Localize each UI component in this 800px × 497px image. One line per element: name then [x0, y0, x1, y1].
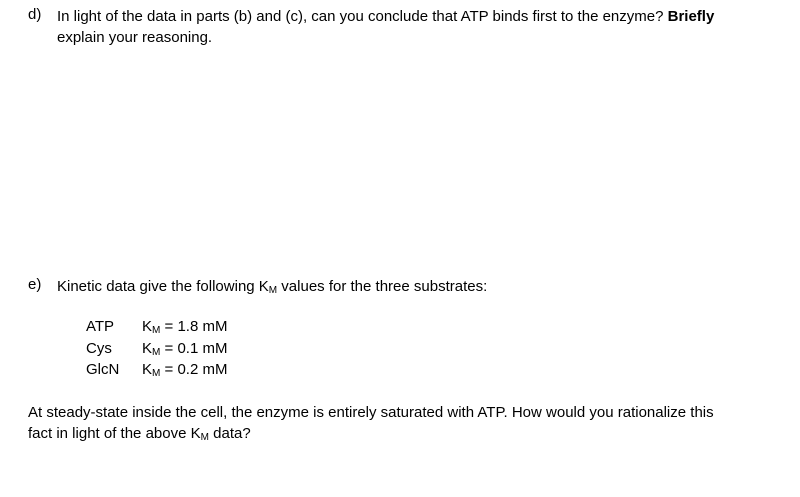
km-value-text: = 0.2 mM — [160, 361, 228, 378]
question-e-paragraph — [28, 402, 773, 448]
km-subscript: M — [152, 368, 161, 379]
km-symbol: K — [142, 340, 153, 357]
question-e-intro-after: values for the three substrates: — [277, 278, 488, 295]
question-e-paragraph-line2-before: fact in light of the above K — [28, 425, 201, 442]
km-value-text: = 1.8 mM — [160, 318, 228, 335]
question-d-line1-text: In light of the data in parts (b) and (c), can you conclude that ATP binds first to the enzyme? — [57, 8, 664, 25]
km-value-atp — [142, 318, 227, 336]
km-value-glcn — [142, 361, 227, 379]
km-value-cys — [142, 340, 227, 358]
question-e-letter: e) — [28, 276, 42, 293]
km-value-text: = 0.1 mM — [160, 340, 228, 357]
question-e-paragraph-line2-sub: M — [200, 432, 209, 443]
km-subscript: M — [152, 347, 161, 358]
question-d-line2: explain your reasoning. — [57, 29, 213, 46]
question-e-intro-before: Kinetic data give the following K — [57, 278, 269, 295]
question-d-bold-word: Briefly — [667, 8, 715, 25]
km-symbol: K — [142, 361, 153, 378]
substrate-label-atp: ATP — [86, 318, 115, 335]
question-e-paragraph-line2-after: data? — [208, 425, 251, 442]
substrate-label-cys: Cys — [86, 340, 112, 357]
question-e-intro — [57, 276, 487, 301]
substrate-label-glcn: GlcN — [86, 361, 120, 378]
question-e-intro-sub: M — [268, 285, 278, 296]
question-d-line1 — [57, 6, 714, 27]
km-subscript: M — [152, 325, 161, 336]
question-e-paragraph-line1: At steady-state inside the cell, the enzyme is entirely saturated with ATP. How would you rationalize this — [28, 404, 714, 421]
question-e-paragraph-line2 — [28, 423, 773, 448]
question-d-letter: d) — [28, 6, 42, 23]
km-symbol: K — [142, 318, 153, 335]
